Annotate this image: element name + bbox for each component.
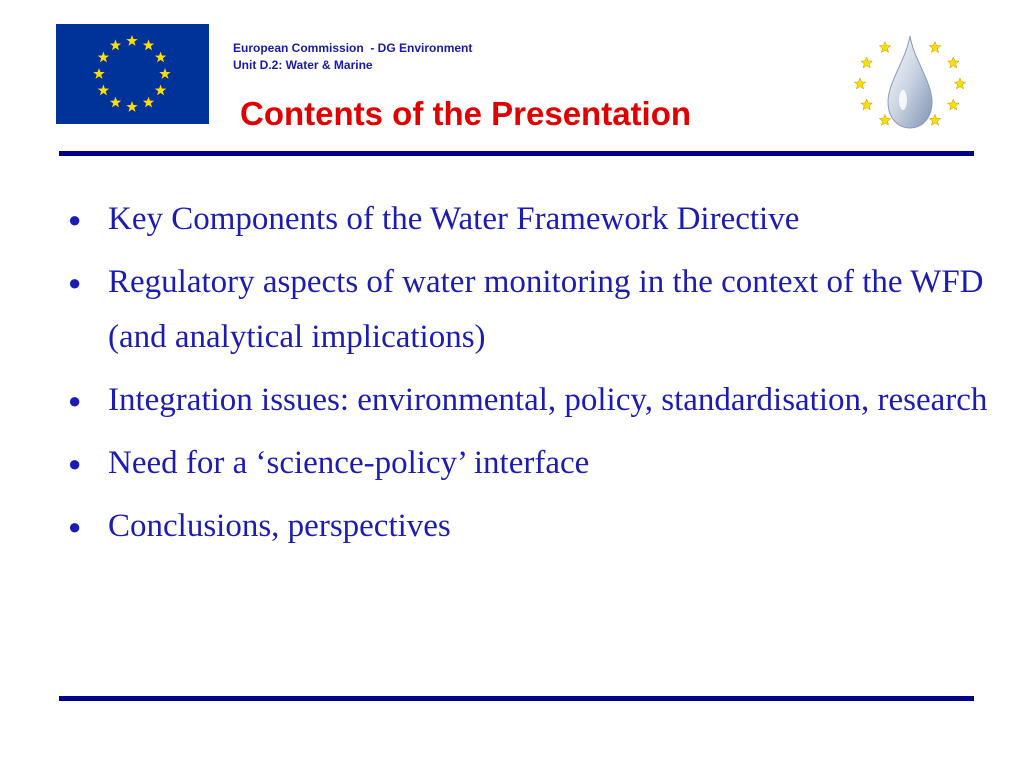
list-item (68, 436, 988, 491)
eu-star-icon (110, 97, 121, 108)
drop-star-icon (929, 114, 940, 125)
list-item-text: Conclusions, perspectives (108, 508, 451, 544)
eu-star-icon (155, 52, 166, 63)
eu-star-icon (98, 52, 109, 63)
eu-star-icon (143, 39, 154, 50)
eu-flag-logo (56, 24, 209, 124)
org-line-2: Unit D.2: Water & Marine (233, 58, 373, 72)
org-line-1: European Commission - DG Environment (233, 41, 473, 55)
eu-star-icon (159, 68, 170, 79)
bullet-icon: ● (68, 388, 82, 413)
drop-star-icon (861, 99, 872, 110)
eu-star-icon (98, 85, 109, 96)
drop-star-icon (948, 57, 959, 68)
list-item-text: Need for a ‘science-policy’ interface (108, 445, 590, 481)
list-item (68, 255, 988, 365)
list-item (68, 499, 988, 554)
eu-star-icon (155, 85, 166, 96)
bullet-icon: ● (68, 270, 82, 295)
drop-star-icon (879, 42, 890, 53)
drop-star-icon (879, 114, 890, 125)
contents-list (68, 192, 988, 562)
header-divider (59, 151, 974, 156)
eu-star-icon (126, 101, 137, 112)
footer-divider (59, 696, 974, 701)
organization-header (233, 40, 472, 74)
drop-star-icon (948, 99, 959, 110)
bullet-icon: ● (68, 514, 82, 539)
drop-star-icon (861, 57, 872, 68)
eu-star-icon (126, 35, 137, 46)
list-item-text: Key Components of the Water Framework Directive (108, 201, 800, 237)
list-item (68, 373, 988, 428)
eu-star-icon (143, 97, 154, 108)
eu-star-icon (110, 39, 121, 50)
eu-star-icon (93, 68, 104, 79)
list-item-text: Integration issues: environmental, policy, standardisation, research (108, 382, 988, 418)
bullet-icon: ● (68, 451, 82, 476)
drop-star-icon (854, 78, 865, 89)
list-item (68, 192, 988, 247)
bullet-icon: ● (68, 207, 82, 232)
eu-flag-icon (56, 24, 209, 124)
water-drop-stars-icon (848, 30, 970, 140)
list-item-text: Regulatory aspects of water monitoring in the context of the WFD (and analytical implications) (108, 264, 984, 355)
water-drop-logo (848, 30, 970, 140)
drop-star-icon (929, 42, 940, 53)
slide-title: Contents of the Presentation (240, 95, 692, 132)
drop-star-icon (954, 78, 965, 89)
